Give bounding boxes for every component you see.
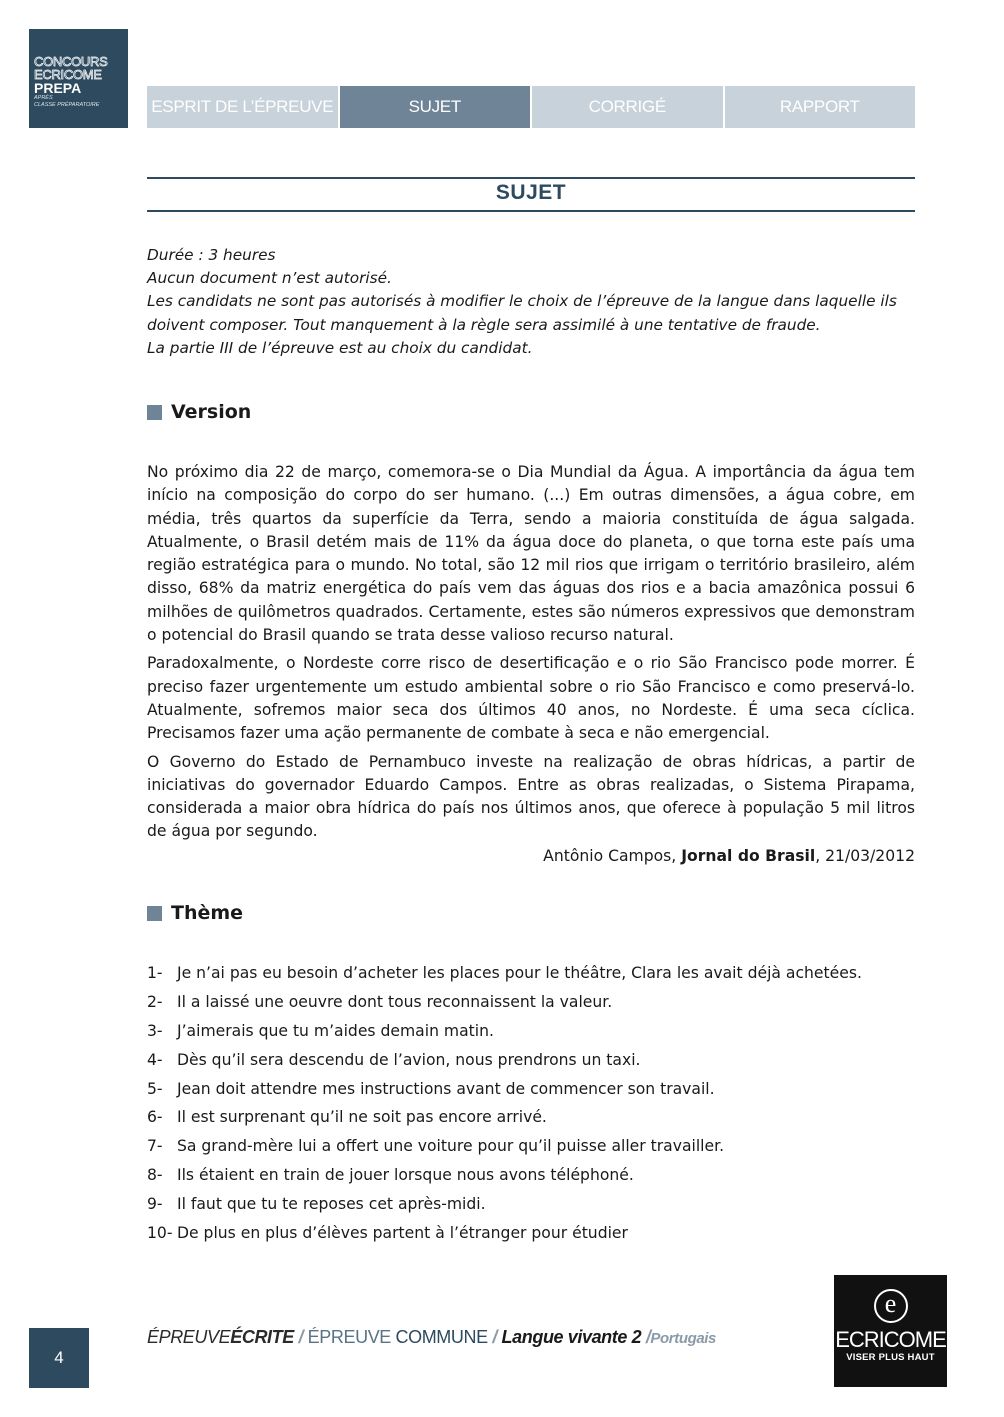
title-rule-top (147, 177, 915, 179)
item-number: 7- (147, 1137, 163, 1156)
version-source (147, 845, 915, 868)
item-text: J’aimerais que tu m’aides demain matin. (177, 1021, 494, 1040)
instruction-duration: Durée : 3 heures (147, 246, 276, 264)
tab-esprit-epreuve[interactable]: ESPRIT DE L’ÉPREUVE (147, 86, 338, 128)
footer-language-name: Portugais (650, 1330, 716, 1347)
item-number: 4- (147, 1050, 163, 1069)
item-number: 9- (147, 1195, 163, 1214)
theme-list (147, 962, 915, 1251)
page-number: 4 (29, 1328, 89, 1388)
brand-name: ECRICOME (835, 1327, 946, 1352)
version-paragraph: No próximo dia 22 de março, comemora-se o Dia Mundial da Água. A importância da água tem início na composição do corpo do ser humano. (...) Em outras dimensões, a água cobre, em média, três quartos da superfície da Terra, sendo a maioria constituída de água salgada. Atualmente, o Brasil detém mais de 11% da água doce do planeta, o que torna este país uma região estratégica para o mundo. No total, são 12 mil rios que irrigam o território brasileiro, além disso, 68% da matriz energética do país vem das águas dos rios e a bacia amazônica possui 6 milhões de quilômetros quadrados. Certamente, estes são números expressivos que demonstram o potencial do Brasil quando se trata desse valioso recurso natural. (147, 463, 915, 645)
version-heading (147, 401, 251, 423)
item-number: 6- (147, 1108, 163, 1127)
tab-sujet[interactable]: SUJET (340, 86, 531, 128)
list-item (147, 1078, 915, 1107)
footer-separator: / (298, 1327, 304, 1347)
footer-separator: / (645, 1327, 651, 1347)
item-text: Je n’ai pas eu besoin d’acheter les places pour le théâtre, Clara les avait déjà achetées. (177, 964, 862, 982)
page-title: SUJET (495, 181, 567, 204)
item-text: De plus en plus d’élèves partent à l’étranger pour étudier (177, 1224, 628, 1243)
ecricome-e-icon: e (874, 1289, 908, 1323)
logo-ecricome: ECRICOME (34, 67, 102, 82)
instruction-part-choice: La partie III de l’épreuve est au choix du candidat. (147, 338, 533, 357)
item-text: Il faut que tu te reposes cet après-midi. (177, 1195, 486, 1214)
version-heading-label: Version (171, 401, 252, 423)
footer-langue: Langue vivante 2 (501, 1327, 642, 1347)
item-number: 1- (147, 964, 163, 982)
item-text: Dès qu’il sera descendu de l’avion, nous prendrons un taxi. (177, 1050, 641, 1069)
list-item (147, 1164, 915, 1193)
list-item (147, 1222, 915, 1251)
item-number: 8- (147, 1166, 163, 1185)
logo-prepa: PREPA (34, 80, 82, 96)
footer-commune: COMMUNE (395, 1327, 488, 1347)
item-number: 3- (147, 1021, 163, 1040)
source-author: Antônio Campos, (543, 847, 677, 865)
list-item (147, 991, 915, 1020)
item-text: Il est surprenant qu’il ne soit pas encore arrivé. (177, 1108, 547, 1127)
list-item (147, 1193, 915, 1222)
square-bullet-icon (147, 906, 162, 921)
footer-ecrite: ÉCRITE (230, 1327, 294, 1347)
item-text: Sa grand-mère lui a offert une voiture pour qu’il puisse aller travailler. (177, 1137, 725, 1156)
version-paragraph: O Governo do Estado de Pernambuco investe na realização de obras hídricas, a partir de iniciativas do governador Eduardo Campos. Entre as obras realizadas, o Sistema Pirapama, considerada a maior obra hídrica do país nos últimos anos, que oferece à população 5 mil litros de água por segundo. (147, 752, 915, 841)
tab-corrige[interactable]: CORRIGÉ (532, 86, 723, 128)
logo-classe-preparatoire: CLASSE PRÉPARATOIRE (34, 102, 100, 108)
item-text: Jean doit attendre mes instructions avant de commencer son travail. (177, 1079, 715, 1098)
logo-concours: CONCOURS (34, 54, 108, 69)
item-text: Il a laissé une oeuvre dont tous reconnaissent la valeur. (177, 992, 613, 1011)
instruction-language: Les candidats ne sont pas autorisés à modifier le choix de l’épreuve de la langue dans laquelle ils doivent composer. Tout manquement à la règle sera assimilé à une tentative de fraude. (147, 292, 897, 334)
square-bullet-icon (147, 405, 162, 420)
theme-heading-label: Thème (171, 902, 244, 924)
item-number: 2- (147, 992, 163, 1011)
logo-apres: APRÈS (34, 95, 53, 101)
list-item (147, 1135, 915, 1164)
list-item (147, 962, 915, 991)
section-tabs (147, 86, 915, 128)
version-text (147, 461, 915, 844)
instruction-documents: Aucun document n’est autorisé. (147, 269, 392, 288)
list-item (147, 1020, 915, 1049)
list-item (147, 1049, 915, 1078)
item-number: 5- (147, 1079, 163, 1098)
theme-heading (147, 902, 243, 924)
list-item (147, 1106, 915, 1135)
version-paragraph: Paradoxalmente, o Nordeste corre risco de desertificação e o rio São Francisco pode morrer. É preciso fazer urgentemente um estudo ambiental sobre o rio São Francisco e como preservá-lo. Atualmente, sofremos maior seca dos últimos 40 anos, no Nordeste. É uma seca cíclica. Precisamos fazer uma ação permanente de combate à seca e não emergencial. (147, 654, 915, 743)
exam-instructions (147, 244, 915, 360)
footer-epreuve: ÉPREUVE (147, 1327, 231, 1347)
title-rule-bottom (147, 210, 915, 212)
footer-separator: / (492, 1327, 497, 1347)
source-date: , 21/03/2012 (815, 847, 915, 865)
concours-logo (29, 29, 128, 128)
source-journal: Jornal do Brasil (681, 847, 816, 865)
item-number: 10- (147, 1224, 173, 1243)
footer-exam-label (147, 1327, 716, 1348)
ecricome-brand-logo (834, 1275, 947, 1387)
footer-epreuve-2: ÉPREUVE (307, 1327, 391, 1347)
item-text: Ils étaient en train de jouer lorsque nous avons téléphoné. (177, 1166, 634, 1185)
brand-tagline: VISER PLUS HAUT (846, 1352, 935, 1363)
tab-rapport[interactable]: RAPPORT (725, 86, 916, 128)
